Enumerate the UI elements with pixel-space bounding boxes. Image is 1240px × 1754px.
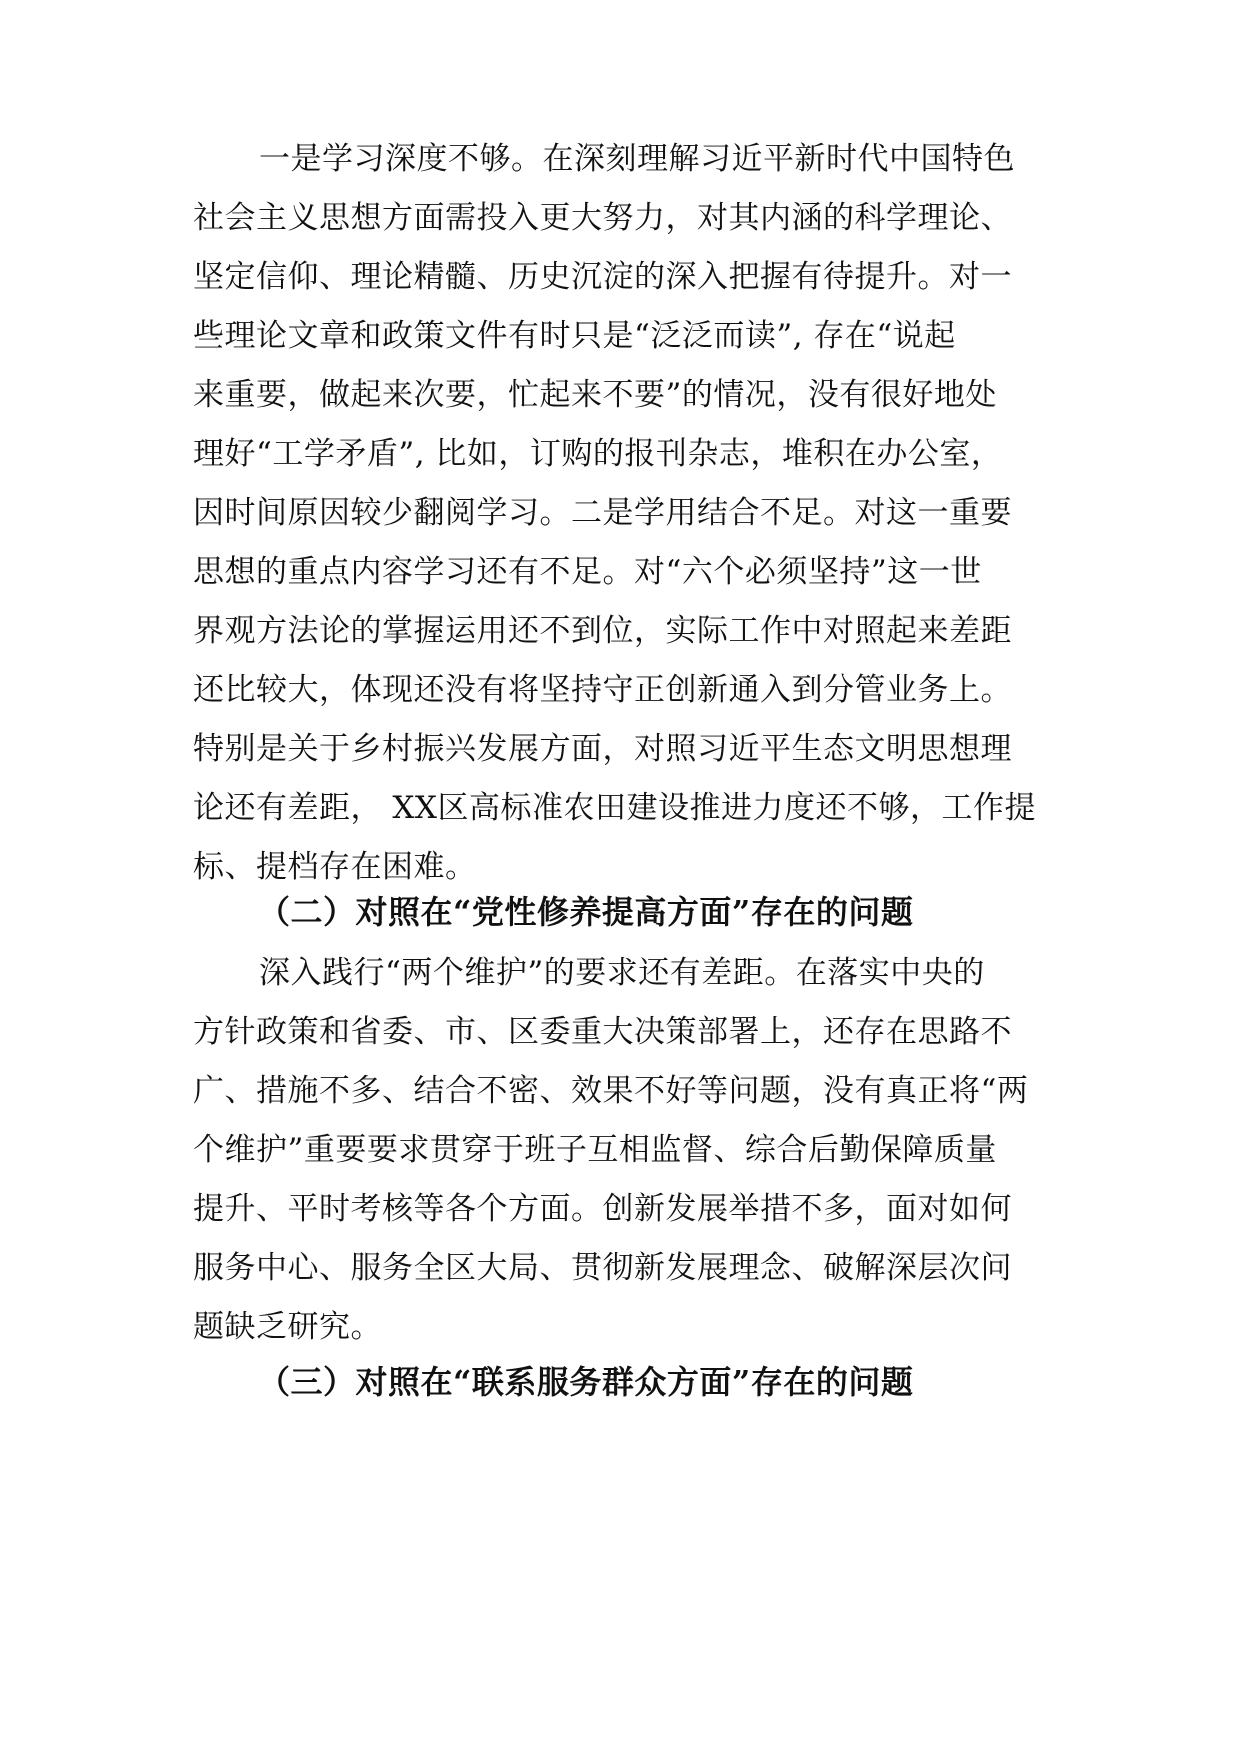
text-line: 社会主义思想方面需投入更大努力，对其内涵的科学理论、 xyxy=(193,200,1012,236)
text-line: 界观方法论的掌握运用还不到位，实际工作中对照起来差距 xyxy=(193,613,1012,649)
text-line: 题缺乏研究。 xyxy=(193,1309,382,1345)
text-line: 因时间原因较少翻阅学习。二是学用结合不足。对这一重要 xyxy=(193,495,1012,531)
paragraph-two-safeguards xyxy=(193,944,1053,1357)
text-line: 方针政策和省委、市、区委重大决策部署上，还存在思路不 xyxy=(193,1014,1012,1050)
section-heading-2: （二）对照在“党性修养提高方面”存在的问题 xyxy=(258,893,914,931)
text-line: 来重要，做起来次要，忙起来不要”的情况，没有很好地处 xyxy=(193,377,997,413)
text-line: 广、措施不多、结合不密、效果不好等问题，没有真正将“两 xyxy=(193,1073,1029,1109)
text-line: 特别是关于乡村振兴发展方面，对照习近平生态文明思想理 xyxy=(193,731,1012,767)
text-line: 些理论文章和政策文件有时只是“泛泛而读”, 存在“说起 xyxy=(193,318,956,354)
text-line: 一是学习深度不够。在深刻理解习近平新时代中国特色 xyxy=(259,141,1015,177)
paragraph-study-depth xyxy=(193,130,1053,897)
text-line: 服务中心、服务全区大局、贯彻新发展理念、破解深层次问 xyxy=(193,1250,1012,1286)
text-line: 标、提档存在困难。 xyxy=(193,849,477,885)
text-line: 思想的重点内容学习还有不足。对“六个必须坚持”这一世 xyxy=(193,554,982,590)
text-line: 还比较大，体现还没有将坚持守正创新通入到分管业务上。 xyxy=(193,672,1012,708)
text-line: 论还有差距， XX区高标准农田建设推进力度还不够，工作提 xyxy=(193,790,1036,826)
text-line: 个维护”重要要求贯穿于班子互相监督、综合后勤保障质量 xyxy=(193,1132,997,1168)
section-heading-3: （三）对照在“联系服务群众方面”存在的问题 xyxy=(258,1363,914,1401)
text-line: 坚定信仰、理论精髓、历史沉淀的深入把握有待提升。对一 xyxy=(193,259,1012,295)
text-line: 提升、平时考核等各个方面。创新发展举措不多，面对如何 xyxy=(193,1191,1012,1227)
text-line: 深入践行“两个维护”的要求还有差距。在落实中央的 xyxy=(259,955,985,991)
text-line: 理好“工学矛盾”, 比如，订购的报刊杂志，堆积在办公室， xyxy=(193,436,1003,472)
